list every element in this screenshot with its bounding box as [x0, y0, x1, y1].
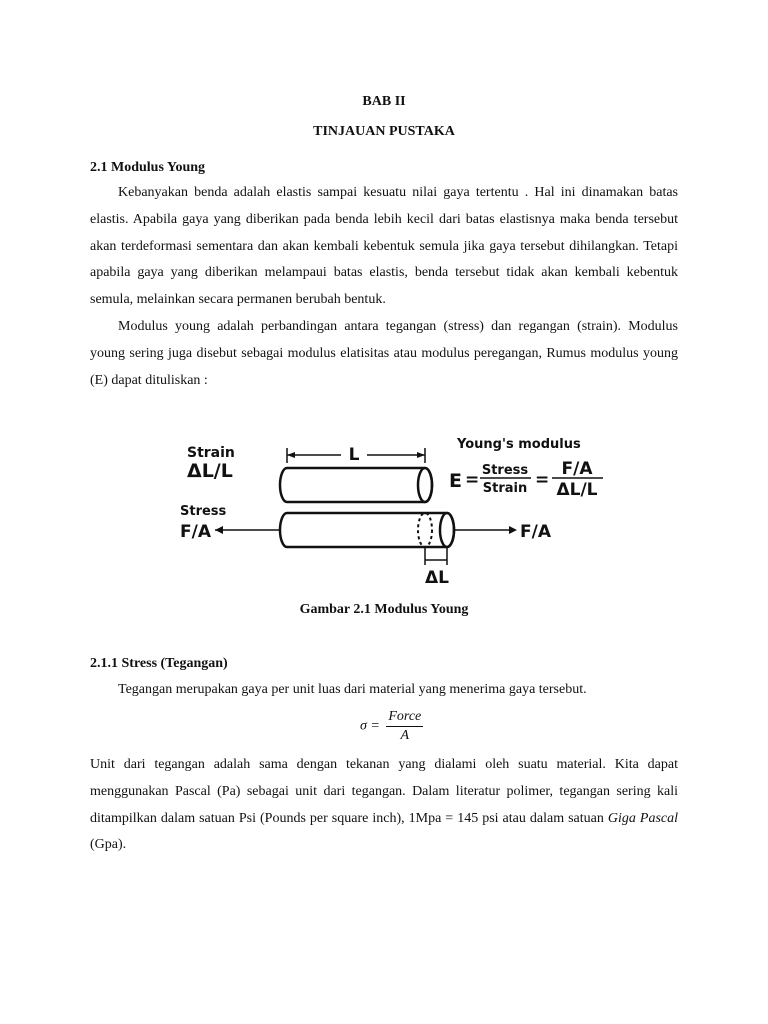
paragraph-stress-units: [90, 752, 678, 859]
formula-lhs: σ =: [360, 718, 380, 734]
strain-label: Strain: [187, 445, 235, 461]
stress-label: Stress: [180, 504, 227, 519]
section-heading-2-1: 2.1 Modulus Young: [90, 160, 206, 175]
stretched-rod: [280, 513, 454, 547]
e-symbol: E: [449, 470, 462, 492]
paragraph-elasticity: Kebanyakan benda adalah elastis sampai kesuatu nilai gaya tertentu . Hal ini dinamakan batas elastis. Apabila gaya yang diberikan pada benda lebih kecil dari batas elastisnya maka benda tersebut akan terdeformasi sementara dan akan kembali kebentuk semula jika gaya tersebut dihilangkan. Tetapi apabila gaya yang diberikan melampaui batas elastis, benda tersebut tidak akan kembali kebentuk semula, melainkan secara permanen berubah bentuk.: [90, 185, 678, 308]
delta-length-dimension: [425, 547, 447, 565]
giga-pascal-term: Giga Pascal: [607, 810, 679, 826]
strain-word: Strain: [482, 481, 528, 496]
equals-sign-2: =: [535, 470, 550, 490]
young-modulus-figure: [175, 425, 615, 595]
equals-sign-1: =: [465, 470, 480, 490]
delta-length-label: ΔL: [425, 568, 449, 588]
force-left-label: F/A: [180, 522, 211, 542]
stress-formula: [360, 708, 423, 745]
length-label: L: [348, 445, 360, 465]
force-arrow-right: [455, 526, 517, 534]
chapter-number: BAB II: [362, 94, 406, 109]
formula-numerator: Force: [386, 708, 423, 727]
force-arrow-left: [215, 526, 280, 534]
force-right-label: F/A: [520, 522, 551, 542]
figure-caption: Gambar 2.1 Modulus Young: [299, 602, 469, 617]
stress-word: Stress: [481, 463, 529, 478]
chapter-title: TINJAUAN PUSTAKA: [313, 124, 455, 139]
fa-numerator: F/A: [561, 459, 593, 479]
dl-denominator: ΔL/L: [556, 480, 598, 500]
stress-units-text: Unit dari tegangan adalah sama dengan tekanan yang dialami oleh suatu material. Kita dapat menggunakan Pascal (Pa) sebagai unit dari tegangan. Dalam literatur polimer, tegangan sering kali ditampilkan dalam satuan Psi (Pounds per square inch), 1Mpa = 145 psi atau dalam satuan: [90, 757, 678, 826]
gpa-suffix: (Gpa).: [90, 837, 127, 853]
unstretched-rod: [280, 468, 432, 502]
young-modulus-title: Young's modulus: [457, 437, 581, 452]
formula-denominator: A: [400, 728, 410, 743]
section-heading-2-1-1: 2.1.1 Stress (Tegangan): [90, 656, 228, 671]
paragraph-young-modulus: Modulus young adalah perbandingan antara tegangan (stress) dan regangan (strain). Modulus young sering juga disebut sebagai modulus elatisitas atau modulus peregangan, Rumus modulus young (E) dapat dituliskan :: [90, 319, 678, 388]
paragraph-stress-intro: Tegangan merupakan gaya per unit luas dari material yang menerima gaya tersebut.: [118, 682, 587, 697]
strain-formula: ΔL/L: [187, 460, 233, 482]
